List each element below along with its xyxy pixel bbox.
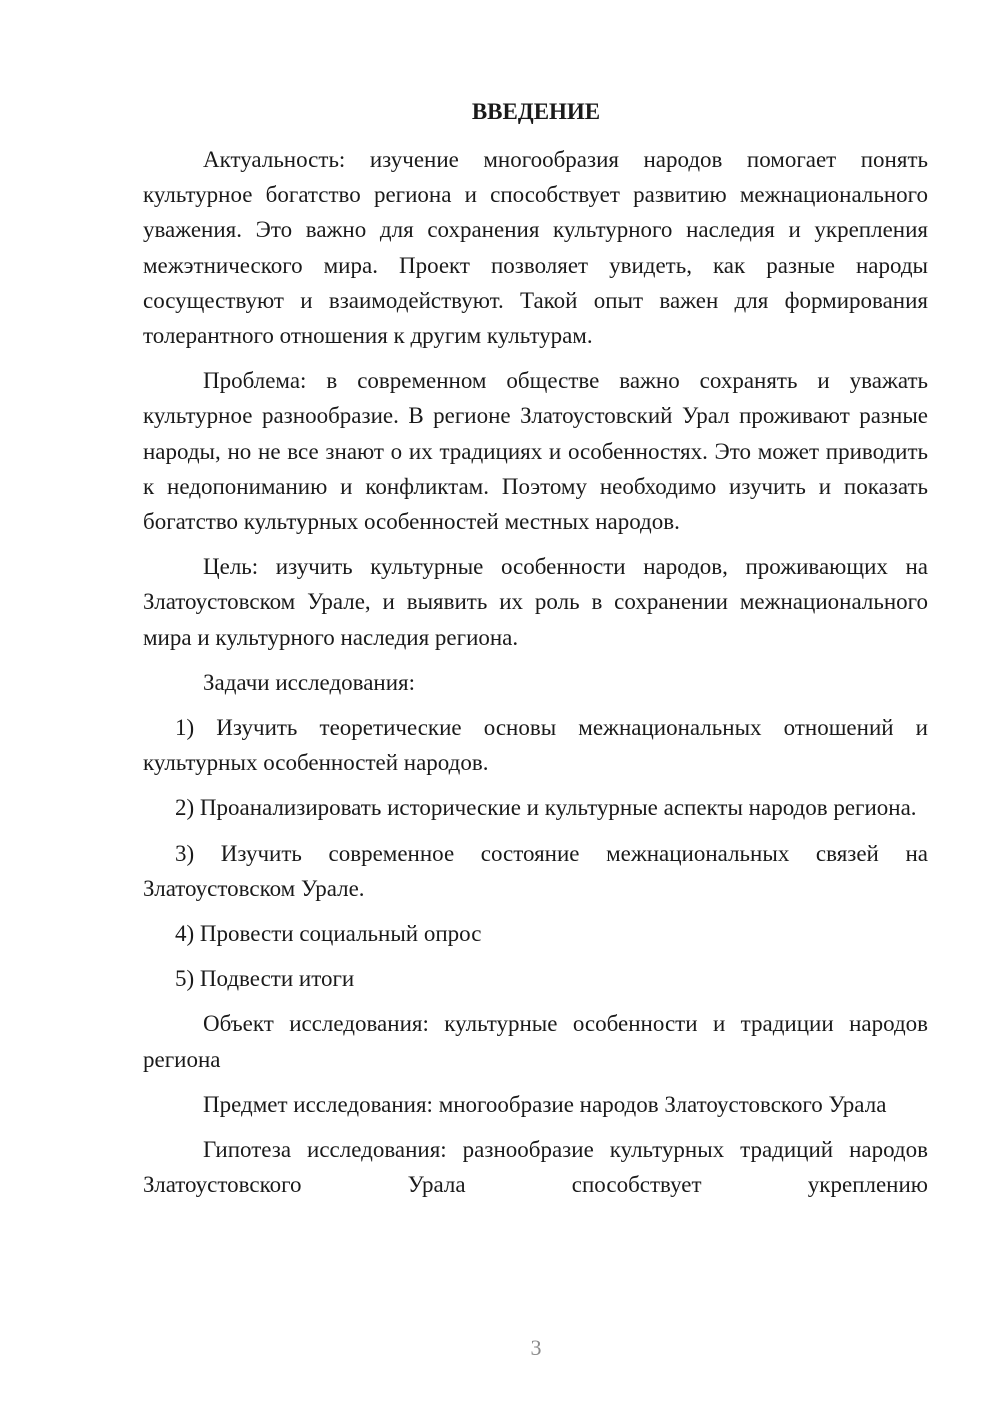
relevance-paragraph: Актуальность: изучение многообразия народов помогает понять культурное богатство региона и способствует развитию межнационального уважения. Это важно для сохранения культурного наследия и укрепления межэтнического мира. Проект позволяет увидеть, как разные народы сосуществуют и взаимодействуют. Такой опыт важен для формирования толерантного отношения к другим культурам. (143, 147, 928, 349)
problem-paragraph: Проблема: в современном обществе важно сохранять и уважать культурное разнообразие. В регионе Златоустовский Урал проживают разные народы, но не все знают о их традициях и особенностях. Это может приводить к недопониманию и конфликтам. Поэтому необходимо изучить и показать богатство культурных особенностей местных народов. (143, 368, 928, 535)
page-number: 3 (530, 1335, 542, 1360)
task-item: 5) Подвести итоги (175, 966, 355, 992)
task-item: 1) Изучить теоретические основы межнациональных отношений и культурных особенностей народов. (143, 715, 928, 776)
task-item: 3) Изучить современное состояние межнациональных связей на Златоустовском Урале. (143, 840, 928, 901)
page-body (143, 142, 928, 1202)
object-paragraph: Объект исследования: культурные особенности и традиции народов региона (143, 1011, 928, 1072)
hypothesis-paragraph: Гипотеза исследования: разнообразие культурных традиций народов Златоустовского Урала способствует укреплению (143, 1137, 928, 1198)
page-title: ВВЕДЕНИЕ (471, 99, 601, 124)
tasks-heading: Задачи исследования: (203, 669, 416, 695)
subject-paragraph: Предмет исследования: многообразие народов Златоустовского Урала (203, 1091, 887, 1117)
task-item: 2) Проанализировать исторические и культурные аспекты народов региона. (175, 795, 917, 821)
task-item: 4) Провести социальный опрос (175, 921, 482, 947)
goal-paragraph: Цель: изучить культурные особенности народов, проживающих на Златоустовском Урале, и выявить их роль в сохранении межнационального мира и культурного наследия региона. (143, 554, 928, 650)
